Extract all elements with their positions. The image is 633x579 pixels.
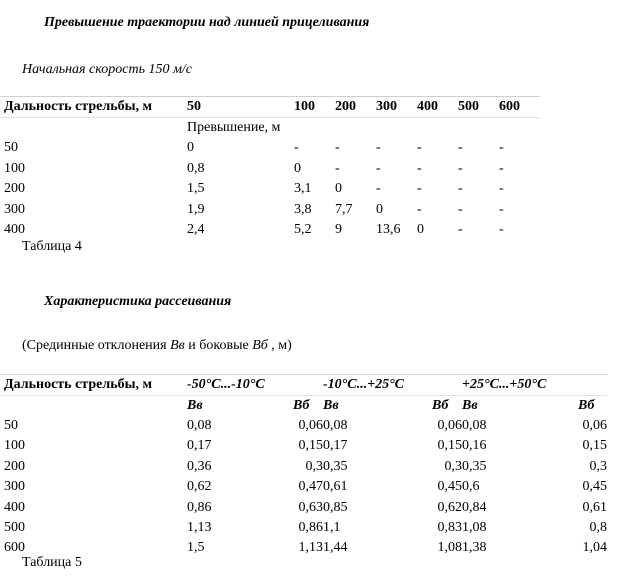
- table5-value-cell: 0,8: [589, 520, 607, 535]
- table4-range-cell: 400: [4, 222, 25, 237]
- table5-subtitle-vb: Вб: [252, 338, 268, 353]
- table5-value-cell: 0,16: [462, 438, 487, 454]
- table5-value-cell: 0,63: [298, 499, 323, 515]
- table5-value-cell: 0,35: [323, 458, 348, 474]
- table4-subtitle: Начальная скорость 150 м/с: [22, 62, 192, 77]
- table4-value-cell: 0,8: [187, 160, 205, 176]
- table5-range-cell: 400: [4, 499, 25, 515]
- table4-value-cell: -: [458, 160, 463, 176]
- table5-value-cell: 1,08: [437, 540, 462, 556]
- table4-value-cell: 3,1: [294, 181, 312, 196]
- table4-value-cell: -: [499, 201, 504, 217]
- table5-value-cell: 0,06: [582, 418, 607, 433]
- table5-value-cell: 0,85: [323, 499, 348, 515]
- table5-value-cell: 0,3: [444, 458, 462, 474]
- table4-value-cell: 5,2: [294, 222, 312, 237]
- table5-value-cell: 0,62: [437, 499, 462, 515]
- table5-value-cell: 0,62: [187, 479, 212, 495]
- table5-range-cell: 500: [4, 520, 25, 535]
- table5-range-cell: 300: [4, 479, 25, 495]
- table5-subtitle-text: , м): [267, 338, 292, 353]
- table4-col-header: 100: [294, 99, 315, 114]
- table4-title: Превышение траектории над линией прицеливания: [44, 15, 370, 30]
- table5-subtitle: [22, 338, 292, 354]
- table5-value-cell: 0,08: [462, 418, 487, 433]
- table5-title: Характеристика рассеивания: [44, 294, 232, 309]
- table4-value-cell: 9: [335, 222, 342, 237]
- table5-subheader-vv: Вв: [462, 398, 478, 413]
- table5-value-cell: 0,17: [323, 438, 348, 454]
- table4-range-cell: 50: [4, 140, 18, 155]
- table4-value-cell: 0: [294, 160, 301, 176]
- table4-value-cell: 1,5: [187, 181, 205, 196]
- table4-value-cell: 0: [335, 181, 342, 196]
- table5-caption: Таблица 5: [22, 555, 82, 570]
- table5-range-cell: 200: [4, 458, 25, 474]
- table4-range-cell: 200: [4, 181, 25, 196]
- table5-value-cell: 0,83: [437, 520, 462, 535]
- table5-range-header: Дальность стрельбы, м: [4, 377, 153, 392]
- table5-value-cell: 1,5: [187, 540, 205, 556]
- table5-value-cell: 0,86: [187, 499, 212, 515]
- table4-value-cell: 7,7: [335, 201, 353, 217]
- table5-value-cell: 0,06: [437, 418, 462, 433]
- table5-value-cell: 1,08: [462, 520, 487, 535]
- table4-value-cell: -: [376, 140, 381, 155]
- table5-value-cell: 0,61: [323, 479, 348, 495]
- table4-col-header: 400: [417, 99, 438, 114]
- table5-subtitle-text: и боковые: [184, 338, 253, 353]
- table4-range-header: Дальность стрельбы, м: [4, 99, 153, 114]
- table5-subheader-vb: Вб: [293, 398, 310, 413]
- table4-value-cell: -: [294, 140, 299, 155]
- table5-subtitle-vv: Вв: [170, 338, 185, 353]
- table5-subheader-vv: Вв: [323, 398, 339, 413]
- table5-temp-header: -10°С...+25°С: [323, 377, 405, 392]
- table4-range-cell: 100: [4, 160, 25, 176]
- table4-value-cell: 0: [417, 222, 424, 237]
- table4-value-cell: -: [335, 140, 340, 155]
- table4-value-cell: 2,4: [187, 222, 205, 237]
- table5-value-cell: 0,15: [582, 438, 607, 454]
- table4-value-cell: -: [499, 140, 504, 155]
- table5-value-cell: 0,84: [462, 499, 487, 515]
- table5-value-cell: 1,13: [298, 540, 323, 556]
- table4-value-cell: -: [335, 160, 340, 176]
- table5-temp-header: +25°С...+50°С: [462, 377, 547, 392]
- table4-value-cell: -: [376, 181, 381, 196]
- table4-value-cell: 1,9: [187, 201, 205, 217]
- table5-value-cell: 0,61: [582, 499, 607, 515]
- table5-value-cell: 0,47: [298, 479, 323, 495]
- table5-value-cell: 0,15: [437, 438, 462, 454]
- table5-value-cell: 0,08: [187, 418, 212, 433]
- table5-value-cell: 0,08: [323, 418, 348, 433]
- table4-value-cell: -: [499, 160, 504, 176]
- table5-temp-header: -50°С...-10°С: [187, 377, 265, 392]
- table4-col-header: 500: [458, 99, 479, 114]
- table4-value-cell: -: [458, 201, 463, 217]
- table4-value-cell: -: [417, 181, 422, 196]
- table5-subheader-vv: Вв: [187, 398, 203, 413]
- table5-subheader-vb: Вб: [432, 398, 449, 413]
- table4-value-cell: 3,8: [294, 201, 312, 217]
- table5-value-cell: 0,36: [187, 458, 212, 474]
- table5-value-cell: 0,6: [462, 479, 480, 495]
- table4-value-cell: -: [417, 160, 422, 176]
- table4-col-header: 200: [335, 99, 356, 114]
- table5-value-cell: 0,15: [298, 438, 323, 454]
- table4-value-cell: -: [458, 140, 463, 155]
- table4-value-cell: -: [458, 222, 463, 237]
- table4-value-cell: -: [376, 160, 381, 176]
- table4-value-cell: -: [499, 181, 504, 196]
- table5-value-cell: 1,04: [582, 540, 607, 556]
- table4-header-rule: [0, 117, 540, 118]
- table5-range-cell: 600: [4, 540, 25, 556]
- table5-subtitle-text: (Срединные отклонения: [22, 338, 171, 353]
- table5-value-cell: 1,13: [187, 520, 212, 535]
- table4-value-cell: -: [417, 201, 422, 217]
- table5-value-cell: 1,38: [462, 540, 487, 556]
- table5-value-cell: 0,86: [298, 520, 323, 535]
- table4-value-cell: 13,6: [376, 222, 401, 237]
- table5-value-cell: 0,3: [589, 458, 607, 474]
- table4-value-cell: -: [499, 222, 504, 237]
- table4-col-header: 600: [499, 99, 520, 114]
- table4-subheader: Превышение, м: [187, 120, 281, 135]
- table5-range-cell: 50: [4, 418, 18, 433]
- table4-col-header: 50: [187, 99, 201, 114]
- table5-value-cell: 0,3: [305, 458, 323, 474]
- table4-caption: Таблица 4: [22, 239, 82, 254]
- table5-subheader-vb: Вб: [578, 398, 595, 413]
- table5-value-cell: 0,45: [582, 479, 607, 495]
- table5-value-cell: 0,45: [437, 479, 462, 495]
- table4-value-cell: 0: [187, 140, 194, 155]
- table5-value-cell: 1,44: [323, 540, 348, 556]
- table5-top-rule: [0, 374, 608, 375]
- table5-value-cell: 0,17: [187, 438, 212, 454]
- table4-range-cell: 300: [4, 201, 25, 217]
- table4-col-header: 300: [376, 99, 397, 114]
- table4-value-cell: -: [417, 140, 422, 155]
- table5-range-cell: 100: [4, 438, 25, 454]
- table4-value-cell: -: [458, 181, 463, 196]
- table5-value-cell: 0,35: [462, 458, 487, 474]
- table5-value-cell: 0,06: [298, 418, 323, 433]
- table5-value-cell: 1,1: [323, 520, 341, 535]
- table4-value-cell: 0: [376, 201, 383, 217]
- table4-top-rule: [0, 96, 540, 97]
- table5-header-rule: [0, 395, 608, 396]
